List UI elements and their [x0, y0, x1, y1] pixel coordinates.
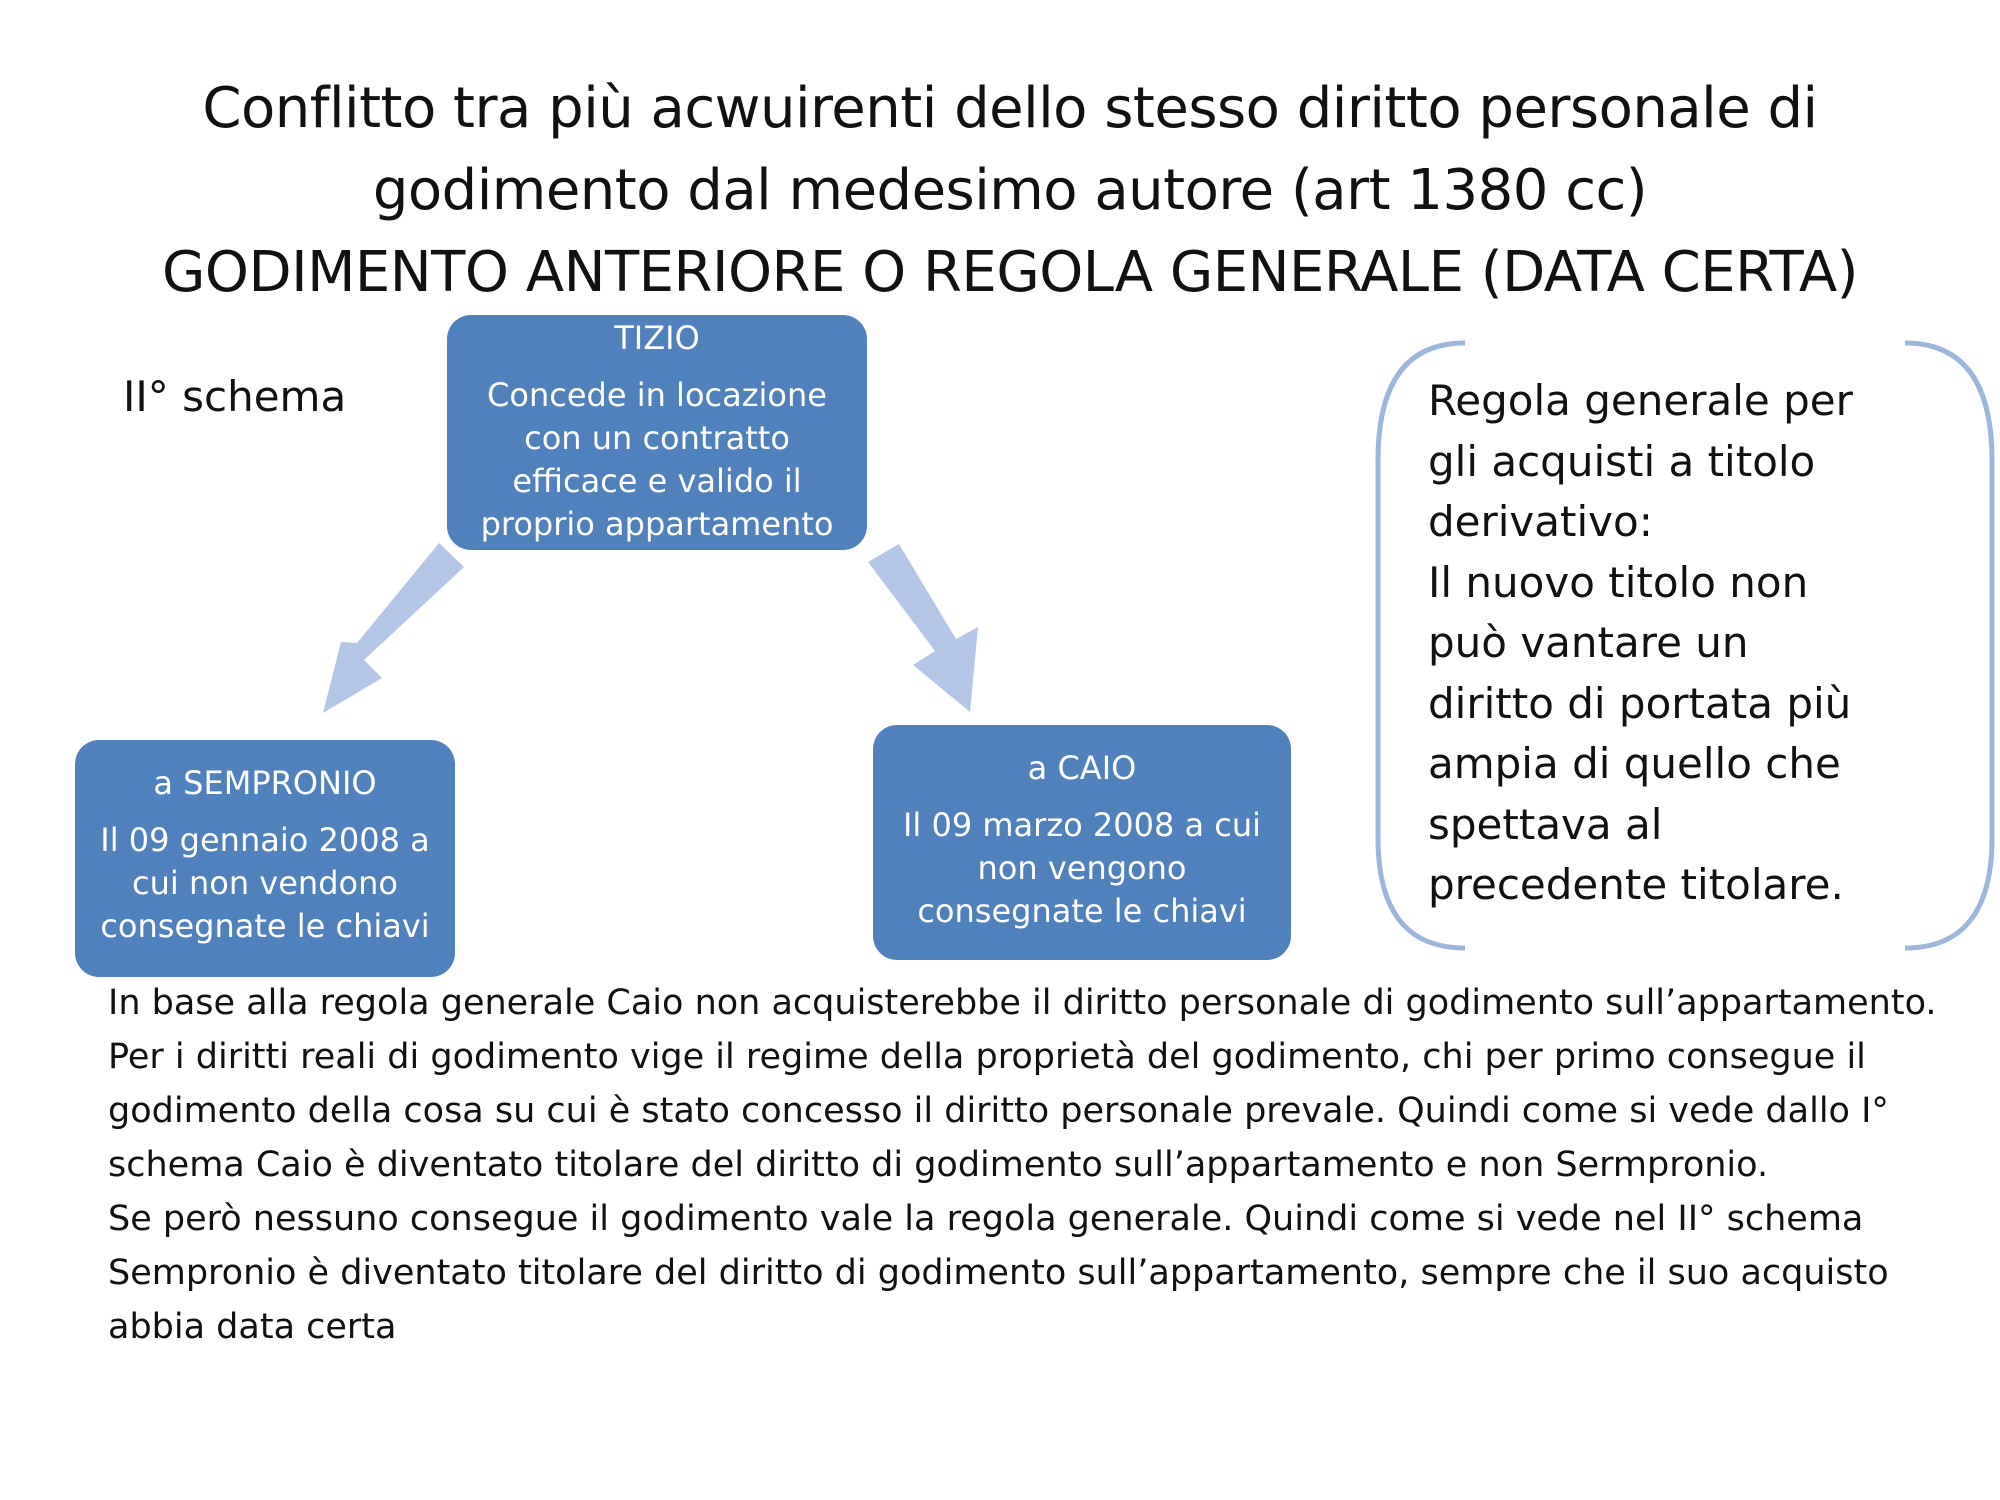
tizio-text-line: efficace e valido il: [512, 462, 802, 500]
tizio-text-line: proprio appartamento: [480, 505, 834, 543]
rule-line: gli acquisti a titolo: [1428, 436, 1816, 486]
title-line-2: godimento dal medesimo autore (art 1380 cc): [372, 158, 1648, 223]
caio-text-line: consegnate le chiavi: [917, 892, 1247, 930]
sempronio-text-line: consegnate le chiavi: [100, 907, 430, 945]
tizio-title: TIZIO: [614, 319, 700, 357]
paragraph: Se però nessuno consegue il godimento vale la regola generale. Quindi come si vede nel II° schema Sempronio è diventato titolare del diritto di godimento sull’appartamento, sempre che il suo acquisto abbia data certa: [108, 1199, 1889, 1347]
rule-line: può vantare un: [1428, 618, 1749, 667]
sempronio-title: a SEMPRONIO: [153, 764, 377, 802]
rule-line: precedente titolare.: [1428, 860, 1844, 909]
rule-line: ampia di quello che: [1428, 739, 1841, 788]
paragraph: In base alla regola generale Caio non acquisterebbe il diritto personale di godimento sull’appartamento.: [108, 983, 1937, 1023]
rule-line: spettava al: [1428, 799, 1663, 849]
sempronio-text-line: cui non vendono: [132, 864, 398, 902]
sempronio-text-line: Il 09 gennaio 2008 a: [100, 821, 430, 859]
rule-text: [1428, 371, 1898, 916]
caio-text-line: Il 09 marzo 2008 a cui: [902, 806, 1262, 844]
paragraph: Per i diritti reali di godimento vige il regime della proprietà del godimento, chi per primo consegue il godimento della cosa su cui è stato concesso il diritto personale prevale. Quindi come si vede dallo I° schema Caio è diventato titolare del diritto di godimento sull’appartamento e non Sermpronio.: [108, 1037, 1889, 1185]
caio-title: a CAIO: [1027, 749, 1137, 787]
right-bracket: [1905, 343, 1992, 948]
tizio-text-line: Concede in locazione: [487, 376, 827, 414]
rule-line: diritto di portata più: [1428, 678, 1852, 728]
rule-line: derivativo:: [1428, 497, 1653, 546]
caio-text-line: non vengono: [977, 849, 1187, 887]
explanation-text: [108, 976, 1968, 1354]
title-line-3: GODIMENTO ANTERIORE O REGOLA GENERALE (DATA CERTA): [161, 240, 1859, 305]
tizio-text-line: con un contratto: [524, 419, 790, 457]
rule-line: Il nuovo titolo non: [1428, 557, 1809, 607]
schema-label: II° schema: [123, 372, 347, 421]
rule-line: Regola generale per: [1428, 376, 1853, 425]
title-line-1: Conflitto tra più acwuirenti dello stesso diritto personale di: [202, 76, 1818, 141]
